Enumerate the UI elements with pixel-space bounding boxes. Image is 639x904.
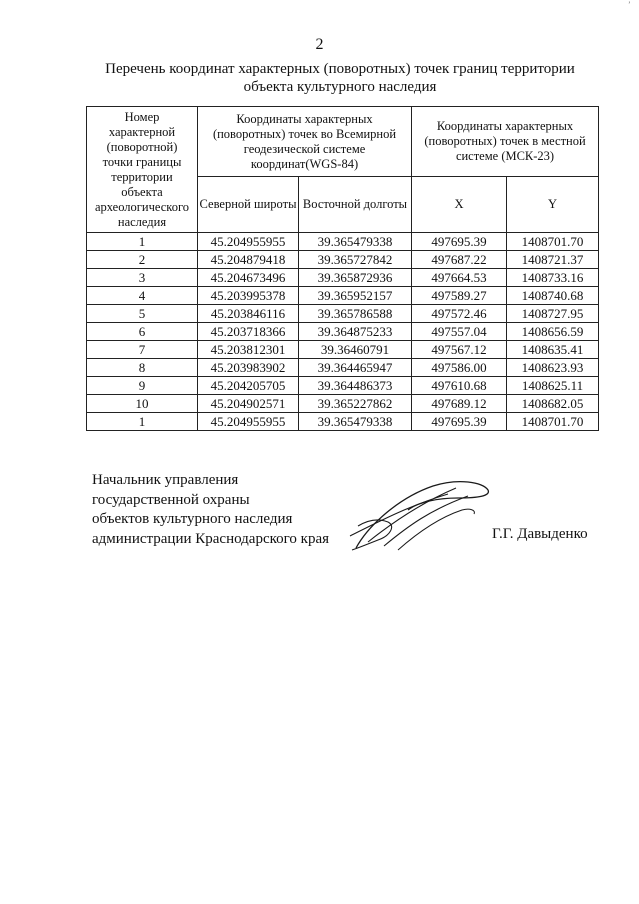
cell-lon: 39.365786588 bbox=[299, 305, 412, 323]
table-row bbox=[87, 323, 599, 341]
position-line-4: администрации Краснодарского края bbox=[92, 530, 330, 547]
cell-lon: 39.364486373 bbox=[299, 377, 412, 395]
cell-number: 8 bbox=[87, 359, 198, 377]
cell-x: 497687.22 bbox=[412, 251, 507, 269]
cell-lat: 45.204902571 bbox=[198, 395, 299, 413]
page-corner-mark: ’ bbox=[628, 0, 631, 9]
signatory-name: Г.Г. Давыденко bbox=[492, 526, 588, 542]
cell-lon: 39.36460791 bbox=[299, 341, 412, 359]
cell-lon: 39.365952157 bbox=[299, 287, 412, 305]
document-title bbox=[60, 60, 620, 96]
position-line-3: объектов культурного наследия bbox=[92, 511, 293, 527]
table-row bbox=[87, 287, 599, 305]
cell-number: 4 bbox=[87, 287, 198, 305]
cell-y: 1408656.59 bbox=[507, 323, 599, 341]
cell-x: 497572.46 bbox=[412, 305, 507, 323]
table-row bbox=[87, 359, 599, 377]
table-row bbox=[87, 251, 599, 269]
cell-y: 1408635.41 bbox=[507, 341, 599, 359]
cell-lat: 45.203846116 bbox=[198, 305, 299, 323]
cell-lat: 45.204673496 bbox=[198, 269, 299, 287]
cell-lon: 39.365479338 bbox=[299, 233, 412, 251]
header-wgs-group: Координаты характерных (поворотных) точек во Всемирной геодезической системе координат(WGS-84) bbox=[198, 107, 412, 177]
table-row bbox=[87, 377, 599, 395]
cell-lon: 39.364465947 bbox=[299, 359, 412, 377]
header-lat: Северной широты bbox=[198, 177, 299, 233]
cell-x: 497664.53 bbox=[412, 269, 507, 287]
header-lon: Восточной долготы bbox=[299, 177, 412, 233]
cell-lat: 45.203718366 bbox=[198, 323, 299, 341]
header-x: X bbox=[412, 177, 507, 233]
cell-x: 497695.39 bbox=[412, 233, 507, 251]
cell-number: 10 bbox=[87, 395, 198, 413]
cell-x: 497557.04 bbox=[412, 323, 507, 341]
cell-number: 1 bbox=[87, 413, 198, 431]
cell-lat: 45.204955955 bbox=[198, 233, 299, 251]
title-line-2: объекта культурного наследия bbox=[243, 79, 437, 95]
header-y: Y bbox=[507, 177, 599, 233]
cell-y: 1408727.95 bbox=[507, 305, 599, 323]
table-row bbox=[87, 269, 599, 287]
cell-lon: 39.365727842 bbox=[299, 251, 412, 269]
cell-x: 497589.27 bbox=[412, 287, 507, 305]
position-line-1: Начальник управления bbox=[92, 472, 239, 488]
header-msk-group: Координаты характерных (поворотных) точек в местной системе (МСК-23) bbox=[412, 107, 599, 177]
cell-number: 1 bbox=[87, 233, 198, 251]
cell-number: 3 bbox=[87, 269, 198, 287]
cell-lon: 39.364875233 bbox=[299, 323, 412, 341]
cell-number: 2 bbox=[87, 251, 198, 269]
cell-y: 1408623.93 bbox=[507, 359, 599, 377]
signature-position bbox=[92, 471, 329, 549]
cell-x: 497610.68 bbox=[412, 377, 507, 395]
table-row bbox=[87, 413, 599, 431]
cell-y: 1408682.05 bbox=[507, 395, 599, 413]
position-line-2: государственной охраны bbox=[92, 491, 250, 508]
table-row bbox=[87, 233, 599, 251]
cell-number: 6 bbox=[87, 323, 198, 341]
cell-number: 7 bbox=[87, 341, 198, 359]
handwritten-signature bbox=[338, 476, 498, 556]
cell-x: 497695.39 bbox=[412, 413, 507, 431]
cell-number: 9 bbox=[87, 377, 198, 395]
cell-number: 5 bbox=[87, 305, 198, 323]
cell-lat: 45.203812301 bbox=[198, 341, 299, 359]
cell-x: 497689.12 bbox=[412, 395, 507, 413]
cell-y: 1408733.16 bbox=[507, 269, 599, 287]
cell-lon: 39.365227862 bbox=[299, 395, 412, 413]
cell-lat: 45.203983902 bbox=[198, 359, 299, 377]
table-row bbox=[87, 305, 599, 323]
title-line-1: Перечень координат характерных (поворотных) точек границ территории bbox=[105, 61, 575, 77]
cell-y: 1408701.70 bbox=[507, 413, 599, 431]
header-point-number: Номер характерной (поворотной) точки границы территории объекта археологического наследия bbox=[87, 107, 198, 233]
table-row bbox=[87, 395, 599, 413]
table-row bbox=[87, 341, 599, 359]
cell-lat: 45.203995378 bbox=[198, 287, 299, 305]
page-number: 2 bbox=[315, 36, 324, 53]
cell-y: 1408740.68 bbox=[507, 287, 599, 305]
cell-lat: 45.204955955 bbox=[198, 413, 299, 431]
cell-lat: 45.204879418 bbox=[198, 251, 299, 269]
cell-lon: 39.365479338 bbox=[299, 413, 412, 431]
cell-x: 497567.12 bbox=[412, 341, 507, 359]
cell-lat: 45.204205705 bbox=[198, 377, 299, 395]
cell-y: 1408721.37 bbox=[507, 251, 599, 269]
cell-y: 1408701.70 bbox=[507, 233, 599, 251]
cell-x: 497586.00 bbox=[412, 359, 507, 377]
cell-y: 1408625.11 bbox=[507, 377, 599, 395]
cell-lon: 39.365872936 bbox=[299, 269, 412, 287]
coordinates-table bbox=[86, 106, 599, 431]
